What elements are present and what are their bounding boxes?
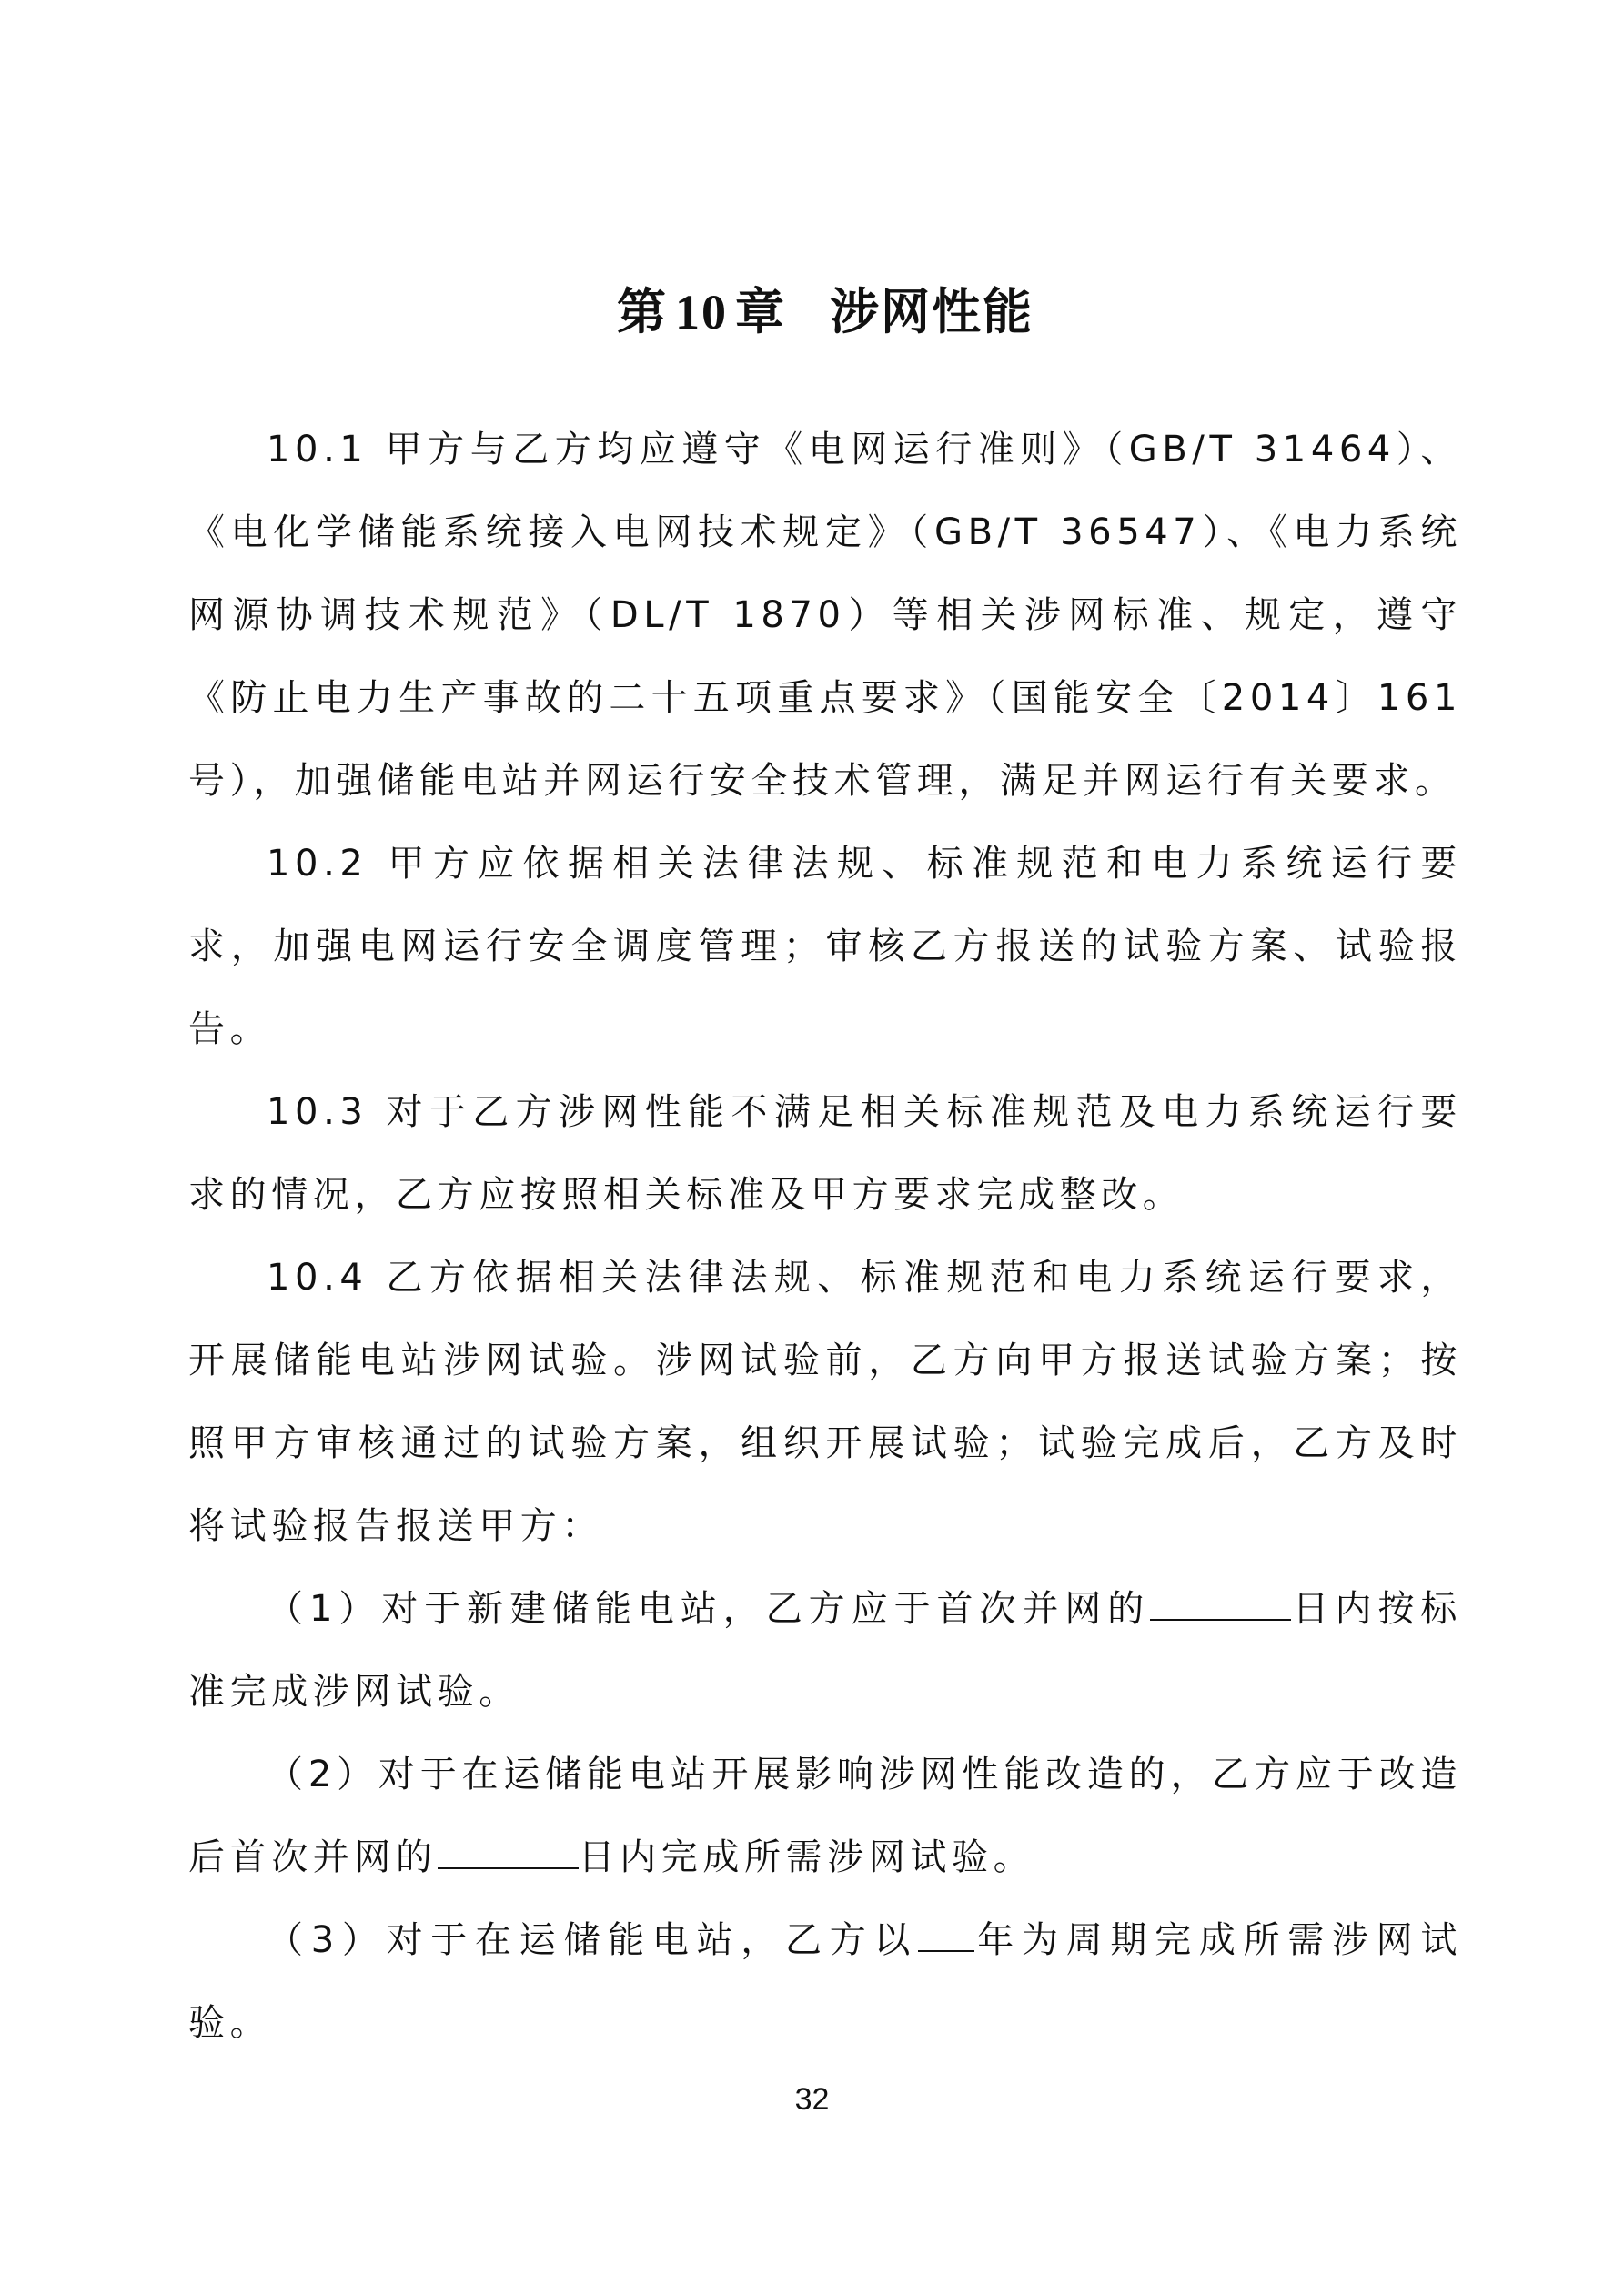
clause-10-4: 10.4 乙方依据相关法律法规、标准规范和电力系统运行要求，开展储能电站涉网试验。涉网试验前，乙方向甲方报送试验方案；按照甲方审核通过的试验方案，组织开展试验；试验完成后，乙方及时将试验报告报送甲方：	[188, 1257, 1462, 1547]
item-3-text-before: （3）对于在运储能电站，乙方以	[267, 1919, 919, 1961]
item-2-text-after: 日内完成所需涉网试验。	[578, 1836, 1035, 1878]
chapter-name: 涉网性能	[830, 283, 1034, 340]
chapter-number: 10	[675, 285, 728, 339]
item-1-text-before: （1）对于新建储能电站，乙方应于首次并网的	[267, 1588, 1151, 1630]
clause-10-3: 10.3 对于乙方涉网性能不满足相关标准规范及电力系统运行要求的情况，乙方应按照相关标准及甲方要求完成整改。	[188, 1091, 1462, 1216]
page-content	[188, 273, 1462, 2065]
clause-10-1: 10.1 甲方与乙方均应遵守《电网运行准则》（GB/T 31464）、《电化学储能系统接入电网技术规定》（GB/T 36547）、《电力系统网源协调技术规范》（DL/T 1870）等相关涉网标准、规定，遵守《防止电力生产事故的二十五项重点要求》（国能安全〔2014〕161 号），加强储能电站并网运行安全技术管理，满足并网运行有关要求。	[188, 429, 1462, 802]
item-2-blank	[438, 1833, 579, 1869]
clause-10-4-item-2	[188, 1734, 1462, 1899]
chapter-word: 章	[735, 283, 786, 340]
item-3-text-after: 年为周期完成所需涉网试验。	[188, 1919, 1462, 2044]
item-2-text-before: （2）对于在运储能电站开展影响涉网性能改造的，乙方应于改造后首次并网的	[188, 1754, 1462, 1878]
item-1-blank	[1150, 1584, 1291, 1621]
clause-10-4-item-3	[188, 1899, 1462, 2065]
chapter-title	[188, 273, 1462, 343]
clause-10-2: 10.2 甲方应依据相关法律法规、标准规范和电力系统运行要求，加强电网运行安全调度管理；审核乙方报送的试验方案、试验报告。	[188, 843, 1462, 1050]
item-1-text-after: 日内按标准完成涉网试验。	[188, 1588, 1462, 1713]
chapter-prefix: 第	[617, 283, 668, 340]
item-3-blank	[918, 1916, 974, 1952]
page-number: 32	[794, 2082, 830, 2117]
clause-10-4-item-1	[188, 1568, 1462, 1734]
